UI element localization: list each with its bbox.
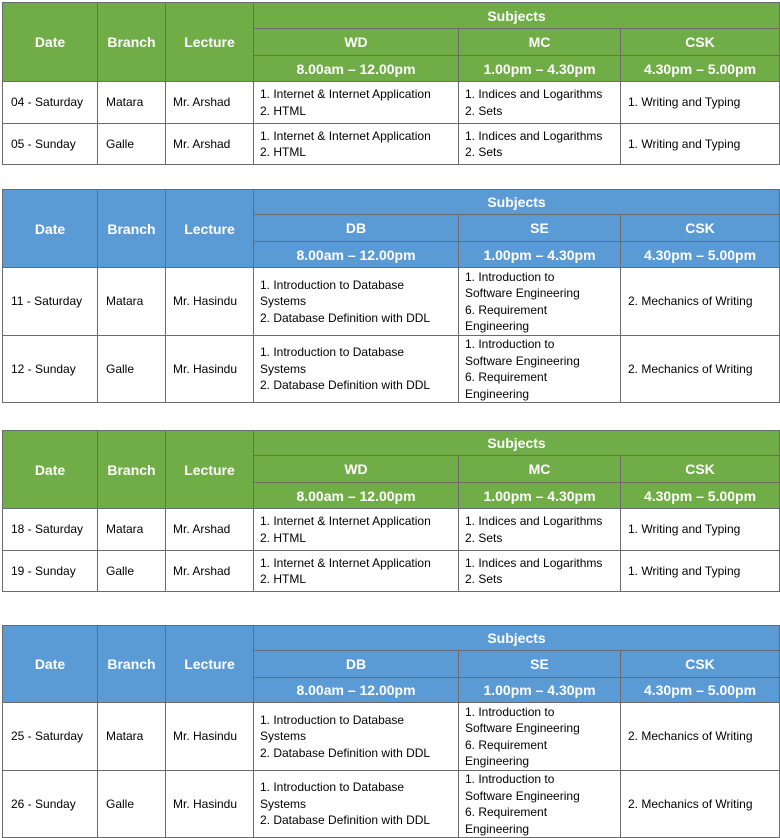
subject-topics-cell [459,551,621,592]
subject-topics-cell [254,82,459,124]
topic-line: 2. Mechanics of Writing [628,796,753,811]
date-header: Date [3,626,98,703]
topic-line: 1. Writing and Typing [628,522,741,537]
time-slot-header: 4.30pm – 5.00pm [621,678,780,703]
date-cell: 05 - Sunday [3,124,98,165]
lecturer-cell: Mr. Hasindu [166,771,254,838]
topic-line: Software Engineering [465,721,580,735]
subject-code-header: CSK [621,29,780,56]
subject-code-header: DB [254,651,459,678]
topic-line: 2. Mechanics of Writing [628,729,753,744]
schedule-table [2,2,780,165]
topic-line: 2. HTML [260,145,307,159]
topic-line: Software Engineering [465,286,580,300]
lecture-header: Lecture [166,626,254,703]
topic-line: 1. Indices and Logarithms [465,555,603,570]
topic-line: 1. Internet & Internet Application [260,514,431,528]
lecturer-cell: Mr. Arshad [166,551,254,592]
topic-line: 1. Indices and Logarithms [465,514,603,528]
time-slot-header: 1.00pm – 4.30pm [459,678,621,703]
table-row [3,124,780,165]
topic-line: Software Engineering [465,353,580,368]
subjects-header: Subjects [254,626,780,651]
branch-cell: Matara [98,82,166,124]
subject-code-header: DB [254,215,459,242]
subject-topics-cell [459,771,621,838]
subjects-header: Subjects [254,3,780,29]
topic-line: 1. Writing and Typing [628,136,741,151]
branch-cell: Matara [98,509,166,551]
schedule-table [2,189,780,403]
table-row [3,771,780,838]
subject-topics-cell [254,771,459,838]
topic-line: 1. Introduction to Database [260,277,405,292]
branch-header: Branch [98,626,166,703]
schedule-table [2,430,780,592]
date-cell: 19 - Sunday [3,551,98,592]
topic-line: 1. Introduction to [465,337,555,351]
subject-topics-cell [459,509,621,551]
header-row [3,431,780,456]
topic-line: 2. Database Definition with DDL [260,813,431,828]
topic-line: 2. Mechanics of Writing [628,294,753,309]
topic-line: 2. HTML [260,103,307,118]
table-row [3,551,780,592]
topic-line: 1. Introduction to Database [260,780,405,795]
topic-line: 2. HTML [260,530,307,545]
lecture-header: Lecture [166,3,254,82]
topic-line: Engineering [465,386,530,401]
subject-topics-cell [621,82,780,124]
topic-line: 6. Requirement [465,302,548,317]
time-slot-header: 1.00pm – 4.30pm [459,56,621,82]
topic-line: 1. Introduction to [465,704,555,719]
topic-line: 1. Internet & Internet Application [260,555,431,570]
date-header: Date [3,431,98,509]
subject-topics-cell [621,771,780,838]
topic-line: 2. Sets [465,103,503,118]
subject-code-header: WD [254,456,459,483]
topic-line: 6. Requirement [465,805,548,819]
header-row [3,626,780,651]
topic-line: Engineering [465,319,530,333]
branch-cell: Galle [98,336,166,403]
subject-topics-cell [254,703,459,771]
lecturer-cell: Mr. Arshad [166,82,254,124]
subject-topics-cell [459,336,621,403]
subject-topics-cell [621,124,780,165]
topic-line: 1. Internet & Internet Application [260,87,431,101]
topic-line: 1. Introduction to [465,772,555,786]
topic-line: 6. Requirement [465,737,548,752]
branch-cell: Galle [98,124,166,165]
topic-line: Software Engineering [465,788,580,803]
topic-line: 1. Introduction to [465,269,555,284]
topic-line: Systems [260,796,307,811]
topic-line: Engineering [465,821,530,836]
subject-topics-cell [254,509,459,551]
subject-topics-cell [254,124,459,165]
time-slot-header: 4.30pm – 5.00pm [621,483,780,509]
subject-code-header: WD [254,29,459,56]
lecturer-cell: Mr. Arshad [166,124,254,165]
date-cell: 18 - Saturday [3,509,98,551]
lecturer-cell: Mr. Hasindu [166,703,254,771]
header-row [3,3,780,29]
branch-header: Branch [98,190,166,268]
date-cell: 26 - Sunday [3,771,98,838]
time-slot-header: 1.00pm – 4.30pm [459,483,621,509]
topic-line: 2. Sets [465,530,503,545]
topic-line: 2. Sets [465,572,503,586]
branch-cell: Matara [98,268,166,336]
topic-line: 1. Writing and Typing [628,563,741,578]
subject-code-header: CSK [621,456,780,483]
subject-topics-cell [254,551,459,592]
topic-line: 2. Database Definition with DDL [260,745,431,760]
subject-topics-cell [459,124,621,165]
topic-line: Systems [260,361,307,376]
time-slot-header: 8.00am – 12.00pm [254,678,459,703]
topic-line: 2. Sets [465,145,503,159]
table-row [3,703,780,771]
subject-code-header: SE [459,651,621,678]
time-slot-header: 4.30pm – 5.00pm [621,56,780,82]
subject-topics-cell [459,703,621,771]
topic-line: 1. Introduction to Database [260,345,405,360]
date-cell: 11 - Saturday [3,268,98,336]
topic-line: 1. Indices and Logarithms [465,87,603,101]
branch-cell: Galle [98,551,166,592]
subject-topics-cell [459,268,621,336]
subject-topics-cell [254,268,459,336]
topic-line: 2. Database Definition with DDL [260,378,431,393]
subjects-header: Subjects [254,431,780,456]
topic-line: Engineering [465,754,530,768]
time-slot-header: 8.00am – 12.00pm [254,242,459,268]
date-header: Date [3,3,98,82]
subject-topics-cell [254,336,459,403]
topic-line: Systems [260,294,307,309]
lecture-header: Lecture [166,431,254,509]
topic-line: Systems [260,729,307,744]
subject-code-header: CSK [621,215,780,242]
table-row [3,268,780,336]
subject-topics-cell [459,82,621,124]
time-slot-header: 4.30pm – 5.00pm [621,242,780,268]
subject-topics-cell [621,268,780,336]
date-cell: 25 - Saturday [3,703,98,771]
date-cell: 04 - Saturday [3,82,98,124]
lecture-header: Lecture [166,190,254,268]
branch-header: Branch [98,3,166,82]
topic-line: 6. Requirement [465,370,548,384]
subject-code-header: MC [459,29,621,56]
subject-topics-cell [621,509,780,551]
lecturer-cell: Mr. Hasindu [166,268,254,336]
topic-line: 1. Writing and Typing [628,95,741,110]
subject-topics-cell [621,703,780,771]
table-row [3,336,780,403]
time-slot-header: 8.00am – 12.00pm [254,483,459,509]
schedule-table [2,625,780,838]
subjects-header: Subjects [254,190,780,215]
lecturer-cell: Mr. Hasindu [166,336,254,403]
table-row [3,82,780,124]
header-row [3,190,780,215]
topic-line: 1. Introduction to Database [260,712,405,727]
table-row [3,509,780,551]
date-cell: 12 - Sunday [3,336,98,403]
subject-topics-cell [621,336,780,403]
branch-cell: Galle [98,771,166,838]
subject-code-header: SE [459,215,621,242]
subject-code-header: CSK [621,651,780,678]
topic-line: 1. Indices and Logarithms [465,128,603,143]
branch-cell: Matara [98,703,166,771]
time-slot-header: 1.00pm – 4.30pm [459,242,621,268]
subject-code-header: MC [459,456,621,483]
topic-line: 1. Internet & Internet Application [260,128,431,143]
topic-line: 2. HTML [260,572,307,586]
topic-line: 2. Mechanics of Writing [628,361,753,376]
branch-header: Branch [98,431,166,509]
lecturer-cell: Mr. Arshad [166,509,254,551]
time-slot-header: 8.00am – 12.00pm [254,56,459,82]
subject-topics-cell [621,551,780,592]
date-header: Date [3,190,98,268]
topic-line: 2. Database Definition with DDL [260,310,431,325]
